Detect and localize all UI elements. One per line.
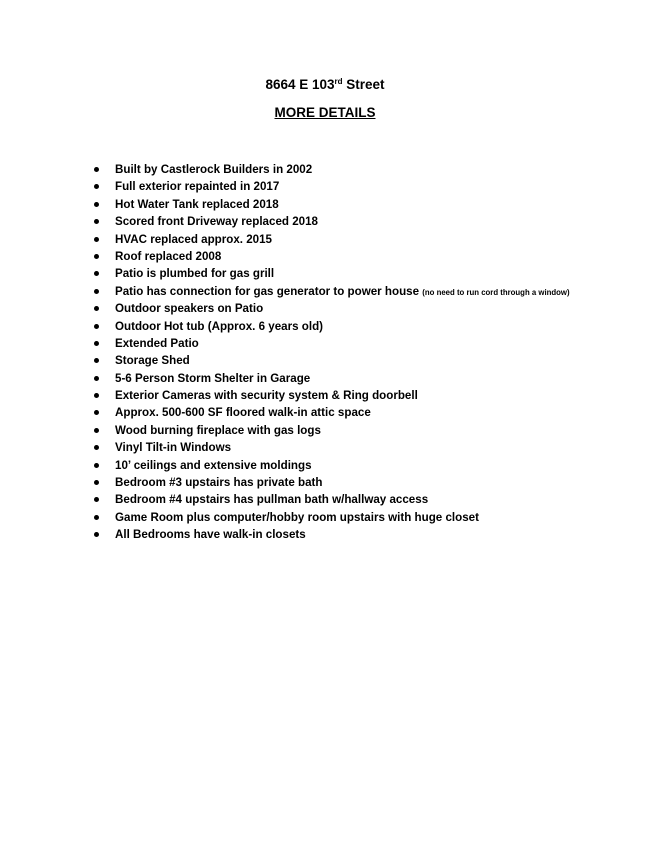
details-list: [94, 161, 634, 544]
list-item-text: Game Room plus computer/hobby room upstairs with huge closet: [115, 510, 479, 524]
list-item: [94, 352, 634, 369]
list-item: [94, 213, 634, 230]
list-item-text: Bedroom #3 upstairs has private bath: [115, 476, 323, 490]
list-item: [94, 248, 634, 265]
bullet-icon: [94, 515, 99, 520]
list-item-text: Roof replaced 2008: [115, 249, 222, 263]
list-item: [94, 526, 634, 543]
list-item: [94, 491, 634, 508]
list-item: [94, 196, 634, 213]
bullet-icon: [94, 341, 99, 346]
bullet-icon: [94, 237, 99, 242]
bullet-icon: [94, 202, 99, 207]
bullet-icon: [94, 184, 99, 189]
bullet-icon: [94, 410, 99, 415]
page-title: MORE DETAILS: [274, 105, 376, 120]
bullet-icon: [94, 254, 99, 259]
list-item-text: Outdoor speakers on Patio: [115, 302, 264, 316]
list-item: [94, 439, 634, 456]
list-item: [94, 231, 634, 248]
bullet-icon: [94, 219, 99, 224]
bullet-icon: [94, 306, 99, 311]
list-item: [94, 283, 634, 300]
list-item: [94, 318, 634, 335]
list-item-text: All Bedrooms have walk-in closets: [115, 528, 306, 542]
bullet-icon: [94, 358, 99, 363]
bullet-icon: [94, 428, 99, 433]
address-street: Street: [342, 77, 385, 92]
property-address: [0, 76, 650, 94]
list-item: [94, 404, 634, 421]
list-item-text: Bedroom #4 upstairs has pullman bath w/hallway access: [115, 493, 429, 507]
list-item-text: Patio is plumbed for gas grill: [115, 267, 275, 281]
list-item-text: Full exterior repainted in 2017: [115, 180, 280, 194]
bullet-icon: [94, 463, 99, 468]
address-ordinal-suffix: rd: [334, 77, 343, 86]
list-item: [94, 509, 634, 526]
list-item: [94, 265, 634, 282]
list-item-text: HVAC replaced approx. 2015: [115, 232, 273, 246]
list-item-text: Storage Shed: [115, 354, 190, 368]
bullet-icon: [94, 376, 99, 381]
list-item-text: 10’ ceilings and extensive moldings: [115, 458, 312, 472]
bullet-icon: [94, 289, 99, 294]
list-item-text: Approx. 500-600 SF floored walk-in attic space: [115, 406, 371, 420]
list-item-note: (no need to run cord through a window): [422, 287, 570, 297]
list-item-text: Built by Castlerock Builders in 2002: [115, 163, 313, 176]
list-item-text: Exterior Cameras with security system & Ring doorbell: [115, 389, 418, 403]
list-item-text: Wood burning fireplace with gas logs: [115, 423, 321, 437]
list-item: [94, 457, 634, 474]
list-item-text: Vinyl Tilt-in Windows: [115, 441, 232, 455]
list-item: [94, 335, 634, 352]
list-item: [94, 300, 634, 317]
bullet-icon: [94, 271, 99, 276]
list-item-text: Scored front Driveway replaced 2018: [115, 215, 318, 229]
bullet-icon: [94, 167, 99, 172]
list-item: [94, 387, 634, 404]
bullet-icon: [94, 497, 99, 502]
bullet-icon: [94, 532, 99, 537]
list-item: [94, 474, 634, 491]
bullet-icon: [94, 445, 99, 450]
list-item: [94, 178, 634, 195]
list-item-text: Outdoor Hot tub (Approx. 6 years old): [115, 319, 324, 333]
bullet-icon: [94, 480, 99, 485]
list-item: [94, 422, 634, 439]
list-item-text: Hot Water Tank replaced 2018: [115, 197, 279, 211]
address-main: 8664 E 103: [265, 77, 335, 92]
list-item: [94, 370, 634, 387]
bullet-icon: [94, 393, 99, 398]
list-item: [94, 161, 634, 178]
list-item-text: Extended Patio: [115, 336, 199, 350]
list-item-text: Patio has connection for gas generator to power house: [115, 284, 420, 298]
bullet-icon: [94, 324, 99, 329]
list-item-text: 5-6 Person Storm Shelter in Garage: [115, 371, 311, 385]
